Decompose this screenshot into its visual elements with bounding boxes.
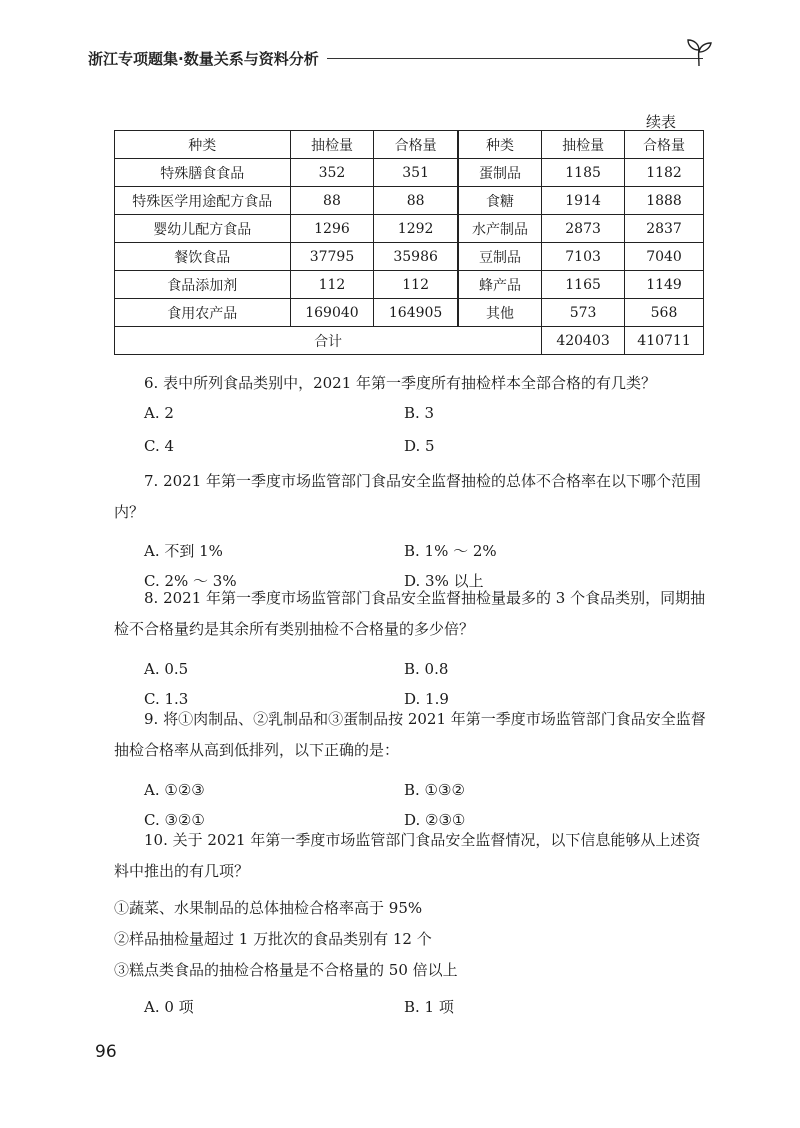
header-cell: 种类 (115, 131, 291, 159)
question-stem: 8. 2021 年第一季度市场监管部门食品安全监督抽检量最多的 3 个食品类别，同期抽检不合格量约是其余所有类别抽检不合格量的多少倍？ (114, 589, 706, 638)
table-row (115, 215, 704, 243)
table-cell: 特殊膳食食品 (115, 159, 291, 187)
table-continued-label: 续表 (646, 113, 677, 131)
food-inspection-table (114, 130, 704, 355)
option-b: B. ①③② (404, 781, 465, 799)
table-row (115, 187, 704, 215)
option-c: C. 4 (144, 437, 175, 455)
option-c: C. 2% ～ 3% (144, 572, 237, 590)
table-cell: 食品添加剂 (115, 271, 291, 299)
page-number: 96 (95, 1042, 117, 1062)
table-cell: 88 (374, 187, 458, 215)
options-row (114, 992, 714, 1016)
table-cell: 573 (542, 299, 625, 327)
header-cell: 抽检量 (290, 131, 374, 159)
option-c: C. 1.3 (144, 690, 189, 708)
table-cell: 1185 (542, 159, 625, 187)
question-stem: 7. 2021 年第一季度市场监管部门食品安全监督抽检的总体不合格率在以下哪个范围内？ (114, 472, 702, 521)
table-cell: 164905 (374, 299, 458, 327)
header-cell: 合格量 (625, 131, 704, 159)
option-b: B. 3 (404, 404, 435, 422)
table-cell: 37795 (290, 243, 374, 271)
table-cell: 1149 (625, 271, 704, 299)
options-row (114, 436, 714, 456)
table-cell: 2837 (625, 215, 704, 243)
table-cell: 婴幼儿配方食品 (115, 215, 291, 243)
options-row (114, 805, 714, 829)
table-row (115, 159, 704, 187)
question-stem: 6. 表中所列食品类别中，2021 年第一季度所有抽检样本全部合格的有几类？ (144, 374, 657, 392)
option-a: A. 2 (144, 404, 174, 422)
table-cell: 169040 (290, 299, 374, 327)
table-cell: 其他 (458, 299, 542, 327)
header-title: 浙江专项题集·数量关系与资料分析 (88, 48, 327, 69)
total-qualified: 410711 (625, 327, 704, 355)
table-cell: 餐饮食品 (115, 243, 291, 271)
table-cell: 88 (290, 187, 374, 215)
option-c: C. ③②① (144, 811, 205, 829)
option-d: D. 5 (404, 437, 435, 455)
header-cell: 种类 (458, 131, 542, 159)
option-d: D. 3% 以上 (404, 572, 484, 590)
table-cell: 蜂产品 (458, 271, 542, 299)
question-stem: 10. 关于 2021 年第一季度市场监管部门食品安全监督情况，以下信息能够从上述资料中推出的有几项？ (114, 831, 701, 880)
table-cell: 水产制品 (458, 215, 542, 243)
table-cell: 112 (290, 271, 374, 299)
table-cell: 食糖 (458, 187, 542, 215)
table-cell: 7040 (625, 243, 704, 271)
table-cell: 蛋制品 (458, 159, 542, 187)
option-a: A. 0.5 (144, 660, 189, 678)
statement-3: ③糕点类食品的抽检合格量是不合格量的 50 倍以上 (114, 961, 458, 979)
table-cell: 2873 (542, 215, 625, 243)
option-d: D. ②③① (404, 811, 466, 829)
question-10 (114, 825, 714, 1016)
table-cell: 1914 (542, 187, 625, 215)
question-7 (114, 466, 714, 590)
option-b: B. 0.8 (404, 660, 449, 678)
total-label: 合计 (115, 327, 542, 355)
option-b: B. 1% ～ 2% (404, 542, 497, 560)
header-cell: 抽检量 (542, 131, 625, 159)
table-header-row (115, 131, 704, 159)
table-cell: 1182 (625, 159, 704, 187)
table-cell: 特殊医学用途配方食品 (115, 187, 291, 215)
sprout-icon (682, 36, 716, 70)
table-total-row (115, 327, 704, 355)
table-cell: 7103 (542, 243, 625, 271)
table-cell: 351 (374, 159, 458, 187)
table-cell: 1296 (290, 215, 374, 243)
statement-1: ①蔬菜、水果制品的总体抽检合格率高于 95% (114, 899, 423, 917)
options-row (114, 684, 714, 708)
statement-2: ②样品抽检量超过 1 万批次的食品类别有 12 个 (114, 930, 432, 948)
table-row (115, 271, 704, 299)
question-6 (114, 373, 714, 456)
question-9 (114, 704, 714, 829)
total-sampled: 420403 (542, 327, 625, 355)
option-a: A. 0 项 (144, 998, 194, 1016)
question-8 (114, 583, 714, 708)
options-row (114, 403, 714, 423)
table-row (115, 299, 704, 327)
table-cell: 食用农产品 (115, 299, 291, 327)
option-b: B. 1 项 (404, 998, 454, 1016)
table-cell: 35986 (374, 243, 458, 271)
table-cell: 112 (374, 271, 458, 299)
options-row (114, 775, 714, 799)
option-a: A. 不到 1% (144, 542, 223, 560)
table-cell: 568 (625, 299, 704, 327)
table-cell: 1888 (625, 187, 704, 215)
option-a: A. ①②③ (144, 781, 205, 799)
table-cell: 1165 (542, 271, 625, 299)
options-row (114, 654, 714, 678)
header-cell: 合格量 (374, 131, 458, 159)
table-row (115, 243, 704, 271)
options-row (114, 536, 714, 560)
question-stem: 9. 将①肉制品、②乳制品和③蛋制品按 2021 年第一季度市场监管部门食品安全监督抽检合格率从高到低排列，以下正确的是： (114, 710, 706, 759)
table-cell: 豆制品 (458, 243, 542, 271)
table-cell: 352 (290, 159, 374, 187)
table-cell: 1292 (374, 215, 458, 243)
option-d: D. 1.9 (404, 690, 449, 708)
running-header (88, 44, 728, 74)
